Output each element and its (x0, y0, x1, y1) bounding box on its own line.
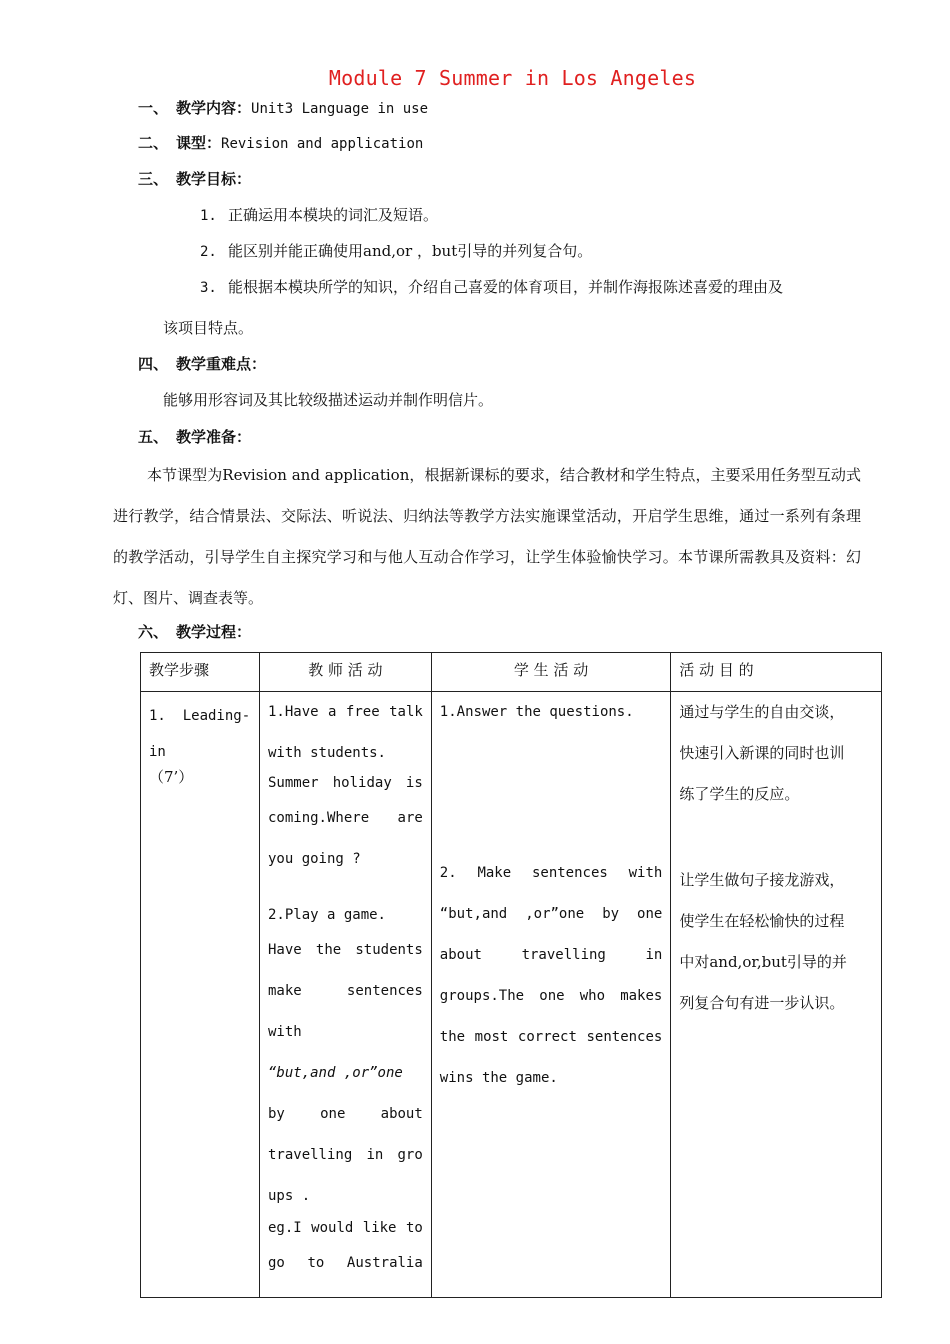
section-number: 五、 (138, 428, 169, 446)
purpose-cell: 通过与学生的自由交谈， 快速引入新课的同时也训 练了学生的反应。 让学生做句子接龙游戏， 使学生在轻松愉快的过程 中对and,or,but引导的并 列复合句有进一步认识。 (671, 692, 882, 1298)
section-teaching-content (138, 97, 428, 118)
header-cell: 学 生 活 动 (431, 653, 671, 692)
key-points-text: 能够用形容词及其比较级描述运动并制作明信片。 (163, 391, 494, 409)
section-value: Unit3 Language in use (251, 101, 429, 117)
section-number: 四、 (138, 355, 169, 373)
section-number: 三、 (138, 170, 169, 188)
section-label: 教学内容： (176, 99, 252, 117)
goal-item: 1. 正确运用本模块的词汇及短语。 (200, 206, 439, 224)
section-label: 教学目标： (176, 170, 252, 188)
student-activity-cell: 1.Answer the questions. 2. Make sentences with “but,and ,or”one by one about travelling in groups.The one who makes the most correct sentences wins the game. (431, 692, 671, 1298)
step-cell: 1. Leading- in （7’） (141, 692, 260, 1298)
section-value: Revision and application (221, 136, 424, 152)
section-label: 教学准备： (176, 428, 252, 446)
section-label: 教学重难点： (176, 355, 267, 373)
section-process (138, 621, 251, 642)
process-table (140, 652, 882, 1298)
section-lesson-type (138, 132, 423, 153)
page-title: Module 7 Summer in Los Angeles (328, 66, 697, 90)
header-cell: 教学步骤 (141, 653, 260, 692)
section-label: 教学过程： (176, 623, 252, 641)
table-header-row (141, 653, 882, 692)
preparation-paragraph: 本节课型为Revision and application，根据新课标的要求，结合教材和学生特点，主要采用任务型互动式进行教学，结合情景法、交际法、听说法、归纳法等教学方法实施课堂活动，开启学生思维，通过一系列有条理的教学活动，引导学生自主探究学习和与他人互动合作学习，让学生体验愉快学习。本节课所需教具及资料：幻灯、图片、调查表等。 (113, 466, 861, 607)
section-number: 二、 (138, 134, 169, 152)
section-key-points (138, 353, 266, 374)
section-number: 六、 (138, 623, 169, 641)
goal-item-continuation: 该项目特点。 (163, 319, 254, 337)
table-row (141, 692, 882, 1298)
goal-item: 2. 能区别并能正确使用and,or ，but引导的并列复合句。 (200, 242, 593, 260)
teacher-activity-cell: 1.Have a free talk with students. Summer holiday is coming.Where are you going ? 2.Play a game. Have the students make sentences with “but,and ,or”one by one about travelling in gro ups . eg.I would like to go to Australia (259, 692, 431, 1298)
header-cell: 活 动 目 的 (671, 653, 882, 692)
goal-item: 3. 能根据本模块所学的知识，介绍自己喜爱的体育项目，并制作海报陈述喜爱的理由及 (200, 278, 784, 296)
section-preparation (138, 426, 251, 447)
section-label: 课型： (176, 134, 222, 152)
header-cell: 教 师 活 动 (259, 653, 431, 692)
section-teaching-goals (138, 168, 251, 189)
section-number: 一、 (138, 99, 169, 117)
